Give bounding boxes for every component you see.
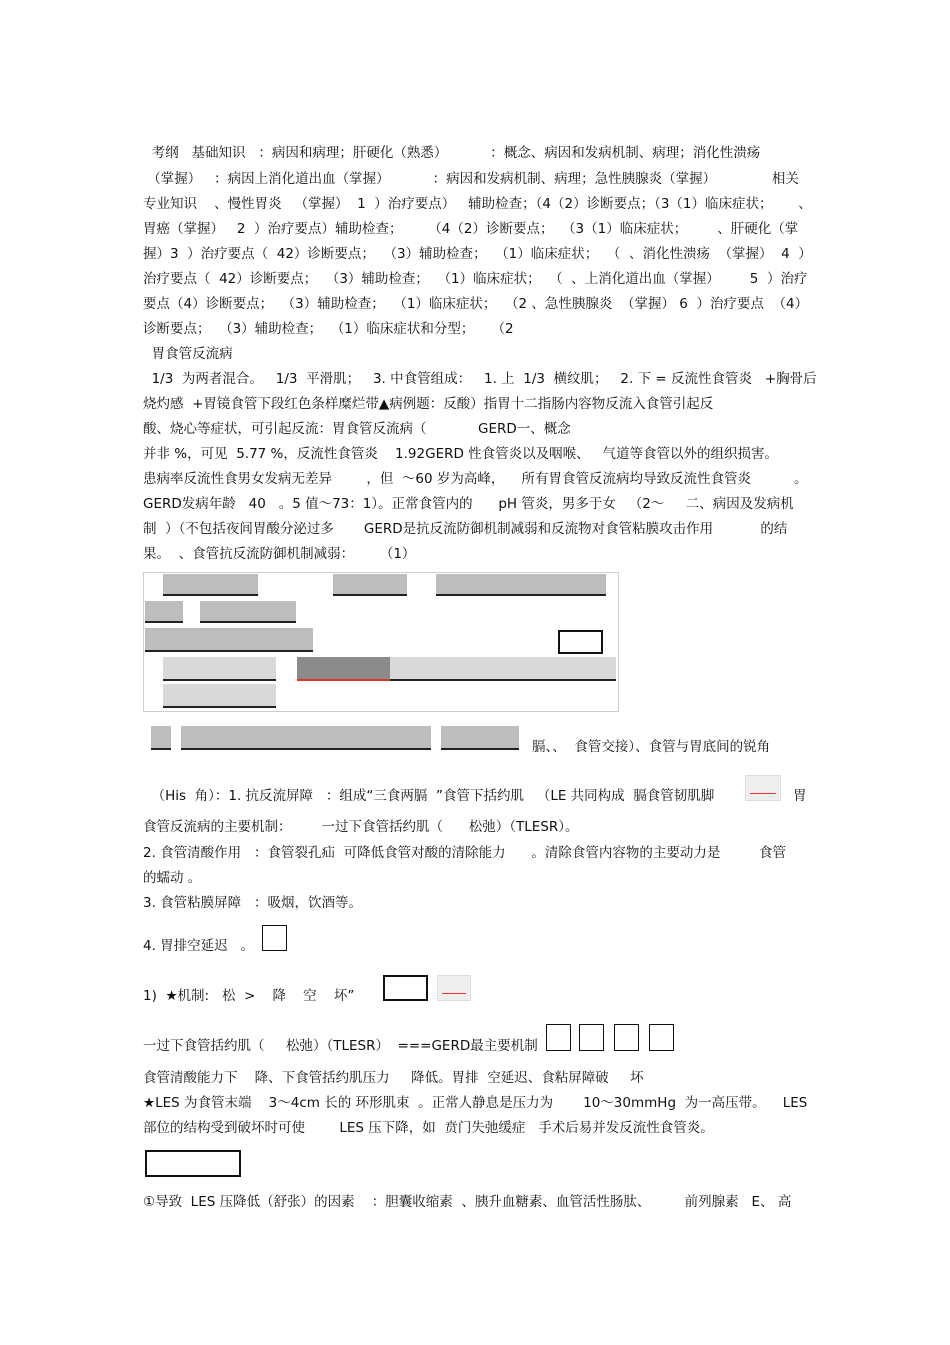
empty-box <box>614 1024 639 1051</box>
redacted-block <box>145 601 183 623</box>
empty-box <box>579 1024 604 1051</box>
text-line: 诊断要点； （3）辅助检查； （1）临床症状和分型； （2 <box>143 321 514 337</box>
redacted-block <box>333 574 407 596</box>
redacted-block <box>436 574 606 596</box>
redacted-block <box>151 726 171 750</box>
redacted-block <box>163 574 258 596</box>
text-line: 并非 %，可见 5.77 %，反流性食管炎 1.92GERD 性食管炎以及咽喉、 气道等食管以外的组织损害。 <box>143 446 779 462</box>
text-line: 膈、、 食管交接）、食管与胃底间的锐角 <box>532 739 771 755</box>
image-artifact <box>745 775 781 801</box>
text-line: （掌握） ：病因上消化道出血（掌握） ：病因和发病机制、病理；急性胰腺炎（掌握） 相关 <box>143 171 799 187</box>
empty-box <box>145 1150 241 1177</box>
empty-box <box>383 975 428 1001</box>
text-line: 治疗要点（ 42）诊断要点； （3）辅助检查； （1）临床症状； （ 、上消化道出血（掌握） 5 ）治疗 <box>143 271 808 287</box>
text-line: ★LES 为食管末端 3～4cm 长的 环形肌束 。正常人静息是压力为 10～30mmHg 为一高压带。 LES <box>143 1095 808 1111</box>
redacted-block <box>145 628 313 652</box>
text-line: GERD发病年龄 40 。5 值～73：1）。正常食管内的 pH 管炎，男多于女 （2～ 二、病因及发病机 <box>143 496 794 512</box>
text-line: 考纲 基础知识 ：病因和病理；肝硬化（熟悉） ：概念、病因和发病机制、病理；消化性溃疡 <box>143 145 761 161</box>
text-line: 食管清酸能力下 降、下食管括约肌压力 降低。胃排 空延迟、食粘屏障破 坏 <box>143 1070 644 1086</box>
highlight-block <box>297 657 390 681</box>
text-line: 要点（4）诊断要点； （3）辅助检查； （1）临床症状； （2 、急性胰腺炎 （掌握） 6 ）治疗要点 （4） <box>143 296 809 312</box>
text-line: 4. 胃排空延迟 。 <box>143 938 255 954</box>
text-line: 握）3 ）治疗要点（ 42）诊断要点； （3）辅助检查； （1）临床症状； （ 、消化性溃疡 （掌握） 4 ） <box>143 246 812 262</box>
text-line: 部位的结构受到破坏时可使 LES 压下降，如 贲门失弛缓症 手术后易并发反流性食管炎。 <box>143 1120 714 1136</box>
text-line: 1) ★机制: 松 > 降 空 坏” <box>143 988 355 1004</box>
image-artifact <box>437 975 471 1001</box>
text-line: 烧灼感 +胃镜食管下段红色条样糜烂带▲病例题：反酸）指胃十二指肠内容物反流入食管引起反 <box>143 396 714 412</box>
redacted-block <box>163 684 276 708</box>
redacted-block <box>200 601 296 623</box>
text-line: 2. 食管清酸作用 ：食管裂孔疝 可降低食管对酸的清除能力 。清除食管内容物的主要动力是 食管 <box>143 845 786 861</box>
redacted-block <box>441 726 519 750</box>
text-line: 食管反流病的主要机制： 一过下食管括约肌（ 松弛）（TLESR）。 <box>143 819 579 835</box>
text-line: ①导致 LES 压降低（舒张）的因素 ：胆囊收缩素 、胰升血糖素、血管活性肠肽、 前列腺素 E、 高 <box>143 1194 792 1210</box>
text-line: 制 ）（不包括夜间胃酸分泌过多 GERD是抗反流防御机制减弱和反流物对食管粘膜攻击作用 的结 <box>143 521 788 537</box>
text-line: 果。 、食管抗反流防御机制减弱： （1） <box>143 546 416 562</box>
text-line: 胃癌（掌握） 2 ）治疗要点）辅助检查； （4（2）诊断要点； （3（1）临床症状； 、肝硬化（掌 <box>143 221 799 237</box>
redacted-block <box>163 657 276 681</box>
text-line: 专业知识 、慢性胃炎 （掌握） 1 ）治疗要点） 辅助检查；（4（2）诊断要点；（3（1）临床症状； 、 <box>143 196 812 212</box>
text-line: 胃 <box>793 788 807 804</box>
text-line: 3. 食管粘膜屏障 ：吸烟，饮酒等。 <box>143 895 363 911</box>
empty-box <box>546 1024 571 1051</box>
text-line: 酸、烧心等症状，可引起反流：胃食管反流病（ GERD一、概念 <box>143 421 571 437</box>
section-heading: 胃食管反流病 <box>143 346 233 362</box>
text-line: 患病率反流性食男女发病无差异 ，但 ～60 岁为高峰， 所有胃食管反流病均导致反流性食管炎 。 <box>143 471 808 487</box>
text-line: 的蠕动 。 <box>143 870 202 886</box>
empty-box <box>262 925 287 951</box>
text-line: （His 角）：1. 抗反流屏障 ：组成“三食两膈 ”食管下括约肌 （LE 共同构成 膈食管韧肌脚 <box>143 788 715 804</box>
empty-box <box>558 630 603 654</box>
text-line: 1/3 为两者混合。 1/3 平滑肌； 3. 中食管组成： 1. 上 1/3 横纹肌； 2. 下 = 反流性食管炎 +胸骨后 <box>143 371 817 387</box>
redacted-block <box>181 726 431 750</box>
redacted-block <box>390 657 616 681</box>
text-line: 一过下食管括约肌（ 松弛）（TLESR） ===GERD最主要机制 <box>143 1038 538 1054</box>
empty-box <box>649 1024 674 1051</box>
